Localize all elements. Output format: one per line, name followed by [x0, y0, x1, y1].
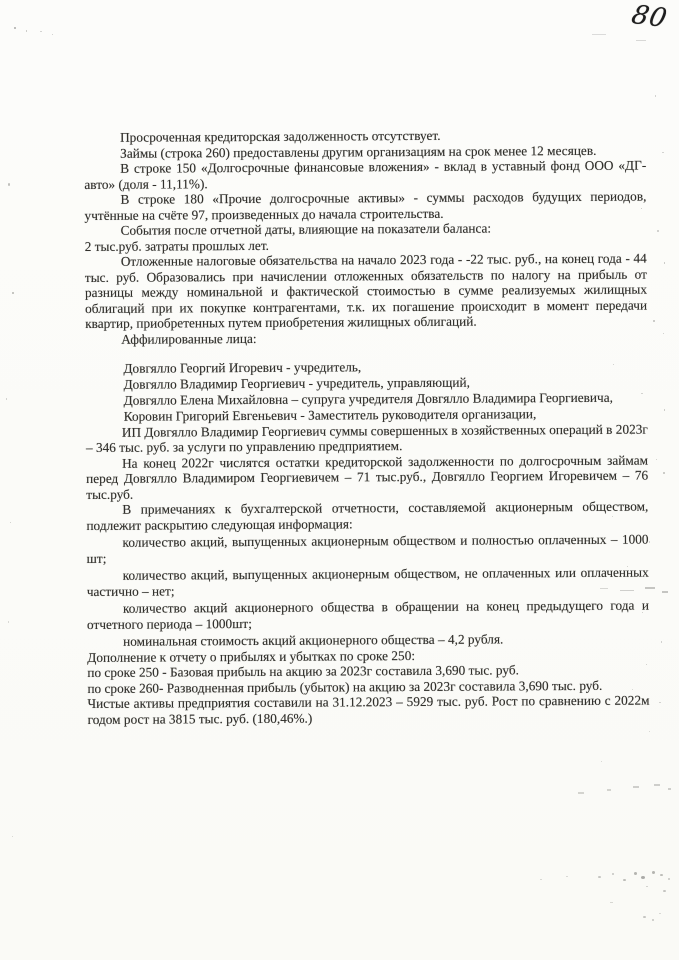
para-line180-assets: В строке 180 «Прочие долгосрочные активы» - суммы расходов будущих периодов, учтённые на счёте 97, произведенных до начала строительства.: [84, 188, 647, 223]
document-body: [84, 127, 650, 728]
para-ip-operations: ИП Довгялло Владимир Георгиевич суммы совершенных в хозяйственных операций в 2023г – 346 тыс. руб. за услуги по управлению предприятием.: [85, 421, 648, 456]
para-overdue-debt: Просроченная кредиторская задолженность отсутствует.: [119, 127, 441, 145]
para-notes-intro: В примечаниях к бухгалтерской отчетности, составляемой акционерным обществом, подлежит раскрытию следующая информация:: [86, 498, 649, 533]
affiliated-person: Довгялло Владимир Георгиевич - учредитель, управляющий,: [123, 374, 470, 392]
para-line260-diluted-profit: по сроке 260- Разводненная прибыль (убыток) на акцию за 2023г составила 3,690 тыс. руб.: [87, 677, 603, 696]
affiliated-person: Довгялло Георгий Игоревич - учредитель,: [123, 359, 362, 376]
notes-item: количество акций, выпущенных акционерным обществом и полностью оплаченных – 1000 шт;: [86, 531, 649, 566]
para-deferred-tax: Отложенные налоговые обязательства на начало 2023 года - -22 тыс. руб., на конец года - 44 тыс. руб. Образовались при начислении отложенных обязательств по налогу на прибыль от разницы между номинальной и фактической стоимостью в сумме реализуемых жилищных облигаций при их покупке контрагентами, т.к. их погашение происходит в момент передачи квартир, приобретенных путем приобретения жилищных облигаций.: [84, 250, 648, 331]
para-events-after-date: События после отчетной даты, влияющие на показатели баланса:: [120, 220, 492, 238]
para-net-assets: Чистые активы предприятия составили на 31.12.2023 – 5929 тыс. руб. Рост по сравнению с 2022м годом рост на 3815 тыс. руб. (180,46%.): [87, 692, 650, 727]
affiliated-heading: Аффилированные лица:: [121, 330, 257, 347]
affiliated-persons-list: [85, 358, 647, 425]
para-supplement-heading: Дополнение к отчету о прибылях и убытках по сроке 250:: [87, 647, 416, 665]
para-line250-basic-profit: по сроке 250 - Базовая прибыль на акцию за 2023г составила 3,690 тыс. руб.: [87, 662, 519, 681]
notes-item: номинальная стоимость акций акционерного общества – 4,2 рубля.: [123, 631, 504, 649]
para-end-2022-balances: На конец 2022г числятся остатки кредиторской задолженности по долгосрочным займам перед Довгялло Владимиром Георгиевичем – 71 тыс.руб., Довгялло Георгием Игоревичем – 76 тыс.руб.: [86, 452, 649, 502]
para-line150-investments: В строке 150 «Долгосрочные финансовые вложения» - вклад в уставный фонд ООО «ДГ-авто» (доля - 11,11%).: [84, 157, 647, 192]
affiliated-person: Довгялло Елена Михайловна – супруга учредителя Довгялло Владимира Георгиевича,: [123, 389, 613, 408]
para-events-amount: 2 тыс.руб. затраты прошлых лет.: [84, 237, 269, 254]
handwritten-page-number: 80: [628, 0, 671, 34]
notes-item: количество акций акционерного общества в обращении на конец предыдущего года и отчетного периода – 1000шт;: [86, 597, 649, 632]
para-loans-line260: Займы (строка 260) предоставлены другим организациям на срок менее 12 месяцев.: [120, 142, 597, 161]
notes-disclosure-list: [86, 532, 649, 650]
notes-item: количество акций, выпущенных акционерным обществом, не оплаченных или оплаченных частично – нет;: [86, 564, 649, 599]
affiliated-person: Коровин Григорий Евгеньевич - Заместитель руководителя организации,: [123, 405, 537, 424]
